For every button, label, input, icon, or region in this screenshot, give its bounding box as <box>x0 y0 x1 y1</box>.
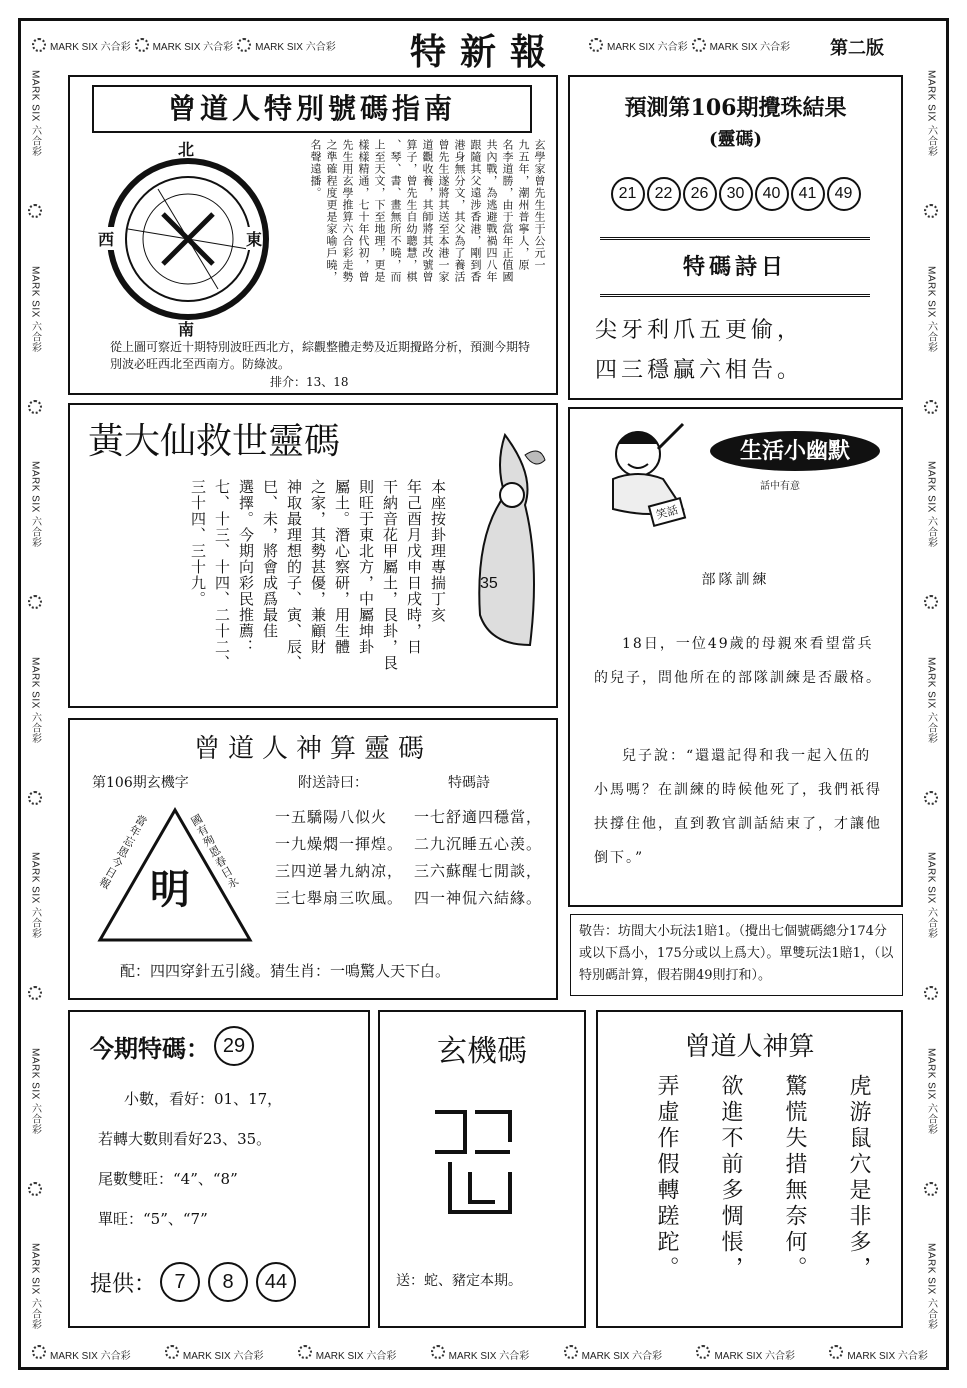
special-line: 尾數雙旺：“4”、“8” <box>98 1170 238 1188</box>
xuanji-box <box>378 1010 586 1328</box>
prediction-poem-line: 四三穩贏六相告。 <box>595 358 804 383</box>
prediction-subtitle: (靈碼) <box>708 129 763 150</box>
compass-diagram <box>98 139 278 339</box>
strip-tag: MARK SIX 六合彩 <box>925 1243 937 1330</box>
huang-column: 三十四、三十九。 <box>189 479 207 607</box>
strip-tag: MARK SIX 六合彩 <box>709 41 791 53</box>
strip-tag: MARK SIX 六合彩 <box>448 1350 530 1362</box>
poem-line: 四一神侃六結緣。 <box>414 889 543 907</box>
compass-north: 北 <box>178 140 195 159</box>
guide-column: 、琴、書、畫無所不曉，而 <box>389 139 402 283</box>
provide-number: 8 <box>208 1262 248 1302</box>
result-ball: 49 <box>827 177 861 211</box>
huang-column: 選擇。今期向彩民推薦： <box>237 479 255 655</box>
zeng-title: 曾道人神算 <box>684 1032 815 1062</box>
huang-column: 之家，其勢甚優，兼顧財 <box>309 479 327 655</box>
zeng-column: 虎游鼠穴是非多， <box>846 1074 871 1282</box>
flower-icon <box>165 1345 179 1359</box>
provide-row <box>90 1262 300 1302</box>
guide-title: 曾道人特別號碼指南 <box>92 85 532 133</box>
strip-tag: MARK SIX 六合彩 <box>925 461 937 548</box>
strip-tag: MARK SIX 六合彩 <box>29 265 41 353</box>
guide-column: 跟隨其父遠涉香港，剛到香 <box>469 139 482 283</box>
special-line: 若轉大數則看好23、35。 <box>98 1130 272 1148</box>
strip-tag: MARK SIX 六合彩 <box>714 1350 796 1362</box>
zeng-body <box>634 1074 890 1319</box>
story-title: 部隊訓練 <box>701 572 770 588</box>
strip-tag: MARK SIX 六合彩 <box>315 1350 397 1362</box>
story-paragraph: 18日，一位49歲的母親來看望當兵的兒子，問他所在的部隊訓練是否嚴格。 <box>594 636 882 686</box>
huang-title: 黃大仙救世靈碼 <box>88 421 341 462</box>
result-ball: 21 <box>611 177 645 211</box>
strip-tag: MARK SIX 六合彩 <box>29 1047 41 1135</box>
result-ball: 30 <box>719 177 753 211</box>
strip-tag: MARK SIX 六合彩 <box>581 1350 663 1362</box>
figure-number: 35 <box>480 575 498 592</box>
poem-banner: 特碼詩日 <box>600 237 870 297</box>
strip-tag: MARK SIX 六合彩 <box>50 1350 131 1362</box>
flower-icon <box>237 38 251 52</box>
flower-icon <box>28 986 42 1000</box>
special-poem-label: 特碼詩 <box>448 775 490 791</box>
shensuan-title: 曾道人神算靈碼 <box>193 734 432 764</box>
guide-column: 先生用玄學推算六合彩走勢 <box>341 139 354 283</box>
flower-icon <box>431 1345 445 1359</box>
result-ball: 26 <box>683 177 717 211</box>
poem-line: 一九燥燜一揮煌。 <box>275 835 404 853</box>
huang-column: 本座按卦理專揣丁亥 <box>429 479 447 623</box>
flower-icon <box>692 38 706 52</box>
left-strip <box>22 70 48 1330</box>
guide-box <box>68 75 558 395</box>
strip-tag: MARK SIX 六合彩 <box>29 70 41 157</box>
flower-icon <box>28 400 42 414</box>
guide-body <box>292 139 547 329</box>
bottom-strip <box>28 1340 928 1366</box>
compass-west: 西 <box>98 227 114 250</box>
notice-box <box>570 914 903 996</box>
flower-icon <box>135 38 149 52</box>
zeng-column: 欲進不前多惆悵， <box>718 1074 743 1282</box>
strip-tag: MARK SIX 六合彩 <box>50 41 131 53</box>
strip-tag: MARK SIX 六合彩 <box>607 41 688 53</box>
right-strip <box>918 70 944 1330</box>
huang-column: 七、十三、十四、二十二、 <box>213 479 231 671</box>
prediction-poem-line: 尖牙利爪五更偷， <box>595 318 804 343</box>
special-header <box>90 1026 258 1066</box>
provide-number: 44 <box>256 1262 296 1302</box>
prediction-box <box>568 75 903 400</box>
flower-icon <box>829 1345 843 1359</box>
top-strip-left <box>28 32 388 58</box>
strip-tag: MARK SIX 六合彩 <box>925 70 937 157</box>
huang-column: 巳、未，將會成爲最佳 <box>261 479 279 639</box>
immortal-figure-icon <box>450 425 550 655</box>
compass-east: 東 <box>246 227 262 250</box>
edition-label: 第二版 <box>830 38 884 59</box>
strip-tag: MARK SIX 六合彩 <box>255 41 336 53</box>
humor-box <box>568 407 903 907</box>
cryptic-glyph-icon <box>430 1102 520 1222</box>
flower-icon <box>589 38 603 52</box>
strip-tag: MARK SIX 六合彩 <box>182 1350 264 1362</box>
flower-icon <box>924 595 938 609</box>
shensuan-box <box>68 718 558 1000</box>
strip-tag: MARK SIX 六合彩 <box>925 265 937 353</box>
provide-label: 提供： <box>90 1271 157 1297</box>
flower-icon <box>28 204 42 218</box>
poem-line: 三七舉扇三吹風。 <box>275 889 404 907</box>
flower-icon <box>32 1345 46 1359</box>
flower-icon <box>924 400 938 414</box>
guide-column: 算子，曾先生自幼聰慧，棋 <box>405 139 418 283</box>
humor-sign: 笑話 <box>648 497 687 527</box>
humor-subtitle: 話中有意 <box>760 481 800 492</box>
compass-south: 南 <box>178 320 195 339</box>
flower-icon <box>924 986 938 1000</box>
masthead-title: 特新報 <box>409 31 560 73</box>
guide-column: 樣樣精通，七十年代初，曾 <box>357 139 370 283</box>
flower-icon <box>298 1345 312 1359</box>
flower-icon <box>32 38 46 52</box>
strip-tag: MARK SIX 六合彩 <box>29 656 41 744</box>
flower-icon <box>924 791 938 805</box>
guide-column: 九五年，潮州普寧人，原 <box>517 139 530 271</box>
strip-tag: MARK SIX 六合彩 <box>925 852 937 939</box>
result-ball: 40 <box>755 177 789 211</box>
humor-title: 生活小幽默 <box>710 431 880 471</box>
provide-number: 7 <box>160 1262 200 1302</box>
huang-column: 屬土。潛心察研，用生體 <box>333 479 351 655</box>
strip-tag: MARK SIX 六合彩 <box>925 1047 937 1135</box>
triangle-left-text: 當年忘恩今日報 <box>95 812 150 892</box>
flower-icon <box>564 1345 578 1359</box>
special-title: 今期特碼： <box>90 1033 210 1063</box>
flower-icon <box>28 791 42 805</box>
guide-column: 道觀收養，其師將其改號曾 <box>421 139 434 283</box>
guide-column: 共內戰，為逃避戰禍四八年 <box>485 139 498 283</box>
guide-column: 名李道勝，由于當年正值國 <box>501 139 514 283</box>
special-line: 單旺：“5”、“7” <box>98 1210 208 1228</box>
story-paragraph: 兒子說：“還還記得和我一起入伍的小馬嗎？在訓練的時候他死了，我們祇得扶撐住他，直到教官訓話結束了，才讓他倒下。” <box>594 748 882 866</box>
guide-ranking: 排介：13、18 <box>270 375 349 389</box>
poem-line: 二九沉睡五心羡。 <box>414 835 543 853</box>
huang-box <box>68 403 558 708</box>
special-number: 29 <box>214 1026 254 1066</box>
shensuan-footer: 配：四四穿針五引綫。猜生肖：一鳴驚人天下白。 <box>120 962 451 980</box>
huang-column: 則旺于東北方，中屬坤卦 <box>357 479 375 655</box>
flower-icon <box>28 595 42 609</box>
flower-icon <box>924 204 938 218</box>
triangle-char: 明 <box>150 866 190 913</box>
triangle-right-text: 國有殉恩春日永 <box>187 812 242 892</box>
huang-column: 神取最理想的子、寅、辰、 <box>285 479 303 671</box>
huang-column: 干納音花甲屬土，艮卦，艮 <box>381 479 399 671</box>
strip-tag: MARK SIX 六合彩 <box>925 656 937 744</box>
xuanji-footer: 送：蛇、豬定本期。 <box>396 1273 522 1289</box>
guide-column: 港身無分文，其父為了養活 <box>453 139 466 283</box>
guide-column: 上至天文，下至地理，更是 <box>373 139 386 283</box>
xuanji-title: 玄機碼 <box>437 1034 527 1069</box>
flower-icon <box>696 1345 710 1359</box>
strip-tag: MARK SIX 六合彩 <box>152 41 234 53</box>
guide-column: 名聲遠播。 <box>309 139 322 199</box>
strip-tag: MARK SIX 六合彩 <box>29 461 41 548</box>
strip-tag: MARK SIX 六合彩 <box>847 1350 928 1362</box>
strip-tag: MARK SIX 六合彩 <box>29 1243 41 1330</box>
zeng-column: 弄虛作假轉蹉跎。 <box>654 1074 679 1282</box>
poem-line: 三四逆暑九納凉， <box>275 862 404 880</box>
poem-line: 一七舒適四穩當， <box>414 808 543 826</box>
zeng-box <box>596 1010 903 1328</box>
zeng-column: 驚慌失措無奈何。 <box>782 1074 807 1282</box>
poem-label: 附送詩曰： <box>298 775 368 791</box>
prediction-numbers <box>570 177 901 211</box>
prediction-title: 預測第106期攪珠結果 <box>624 95 847 121</box>
huang-body <box>100 479 450 699</box>
result-ball: 22 <box>647 177 681 211</box>
guide-column: 玄學家曾先生生于公元一 <box>533 139 546 271</box>
special-line: 小數，看好：01、17， <box>124 1090 283 1108</box>
period-label: 第106期玄機字 <box>92 775 189 791</box>
guide-column: 之準確程度更是家喻戶曉， <box>325 139 338 283</box>
poem-line: 一五驕陽八似火 <box>275 808 388 826</box>
result-ball: 41 <box>791 177 825 211</box>
guide-analysis: 從上圖可察近十期特別波旺西北方，綜觀整體走勢及近期攪路分析，預測今期特別波必旺西北至西南方。防綠波。 <box>110 340 531 371</box>
flower-icon <box>924 1182 938 1196</box>
poem-line: 三六蘇醒七閒談， <box>414 862 543 880</box>
strip-tag: MARK SIX 六合彩 <box>29 852 41 939</box>
top-strip-right <box>585 32 825 58</box>
guide-column: 曾先生遂將其送至本港一家 <box>437 139 450 283</box>
poem-left <box>275 800 403 914</box>
special-box <box>68 1010 370 1328</box>
notice-text: 敬告：坊間大小玩法1賠1。（攪出七個號碼總分174分或以下爲小，175分或以上爲大）。單雙玩法1賠1，（以特別碼計算，假若開49則打和）。 <box>579 924 894 983</box>
huang-column: 年己酉月戊申日戌時，日 <box>405 479 423 655</box>
poem-right <box>414 800 542 914</box>
flower-icon <box>28 1182 42 1196</box>
